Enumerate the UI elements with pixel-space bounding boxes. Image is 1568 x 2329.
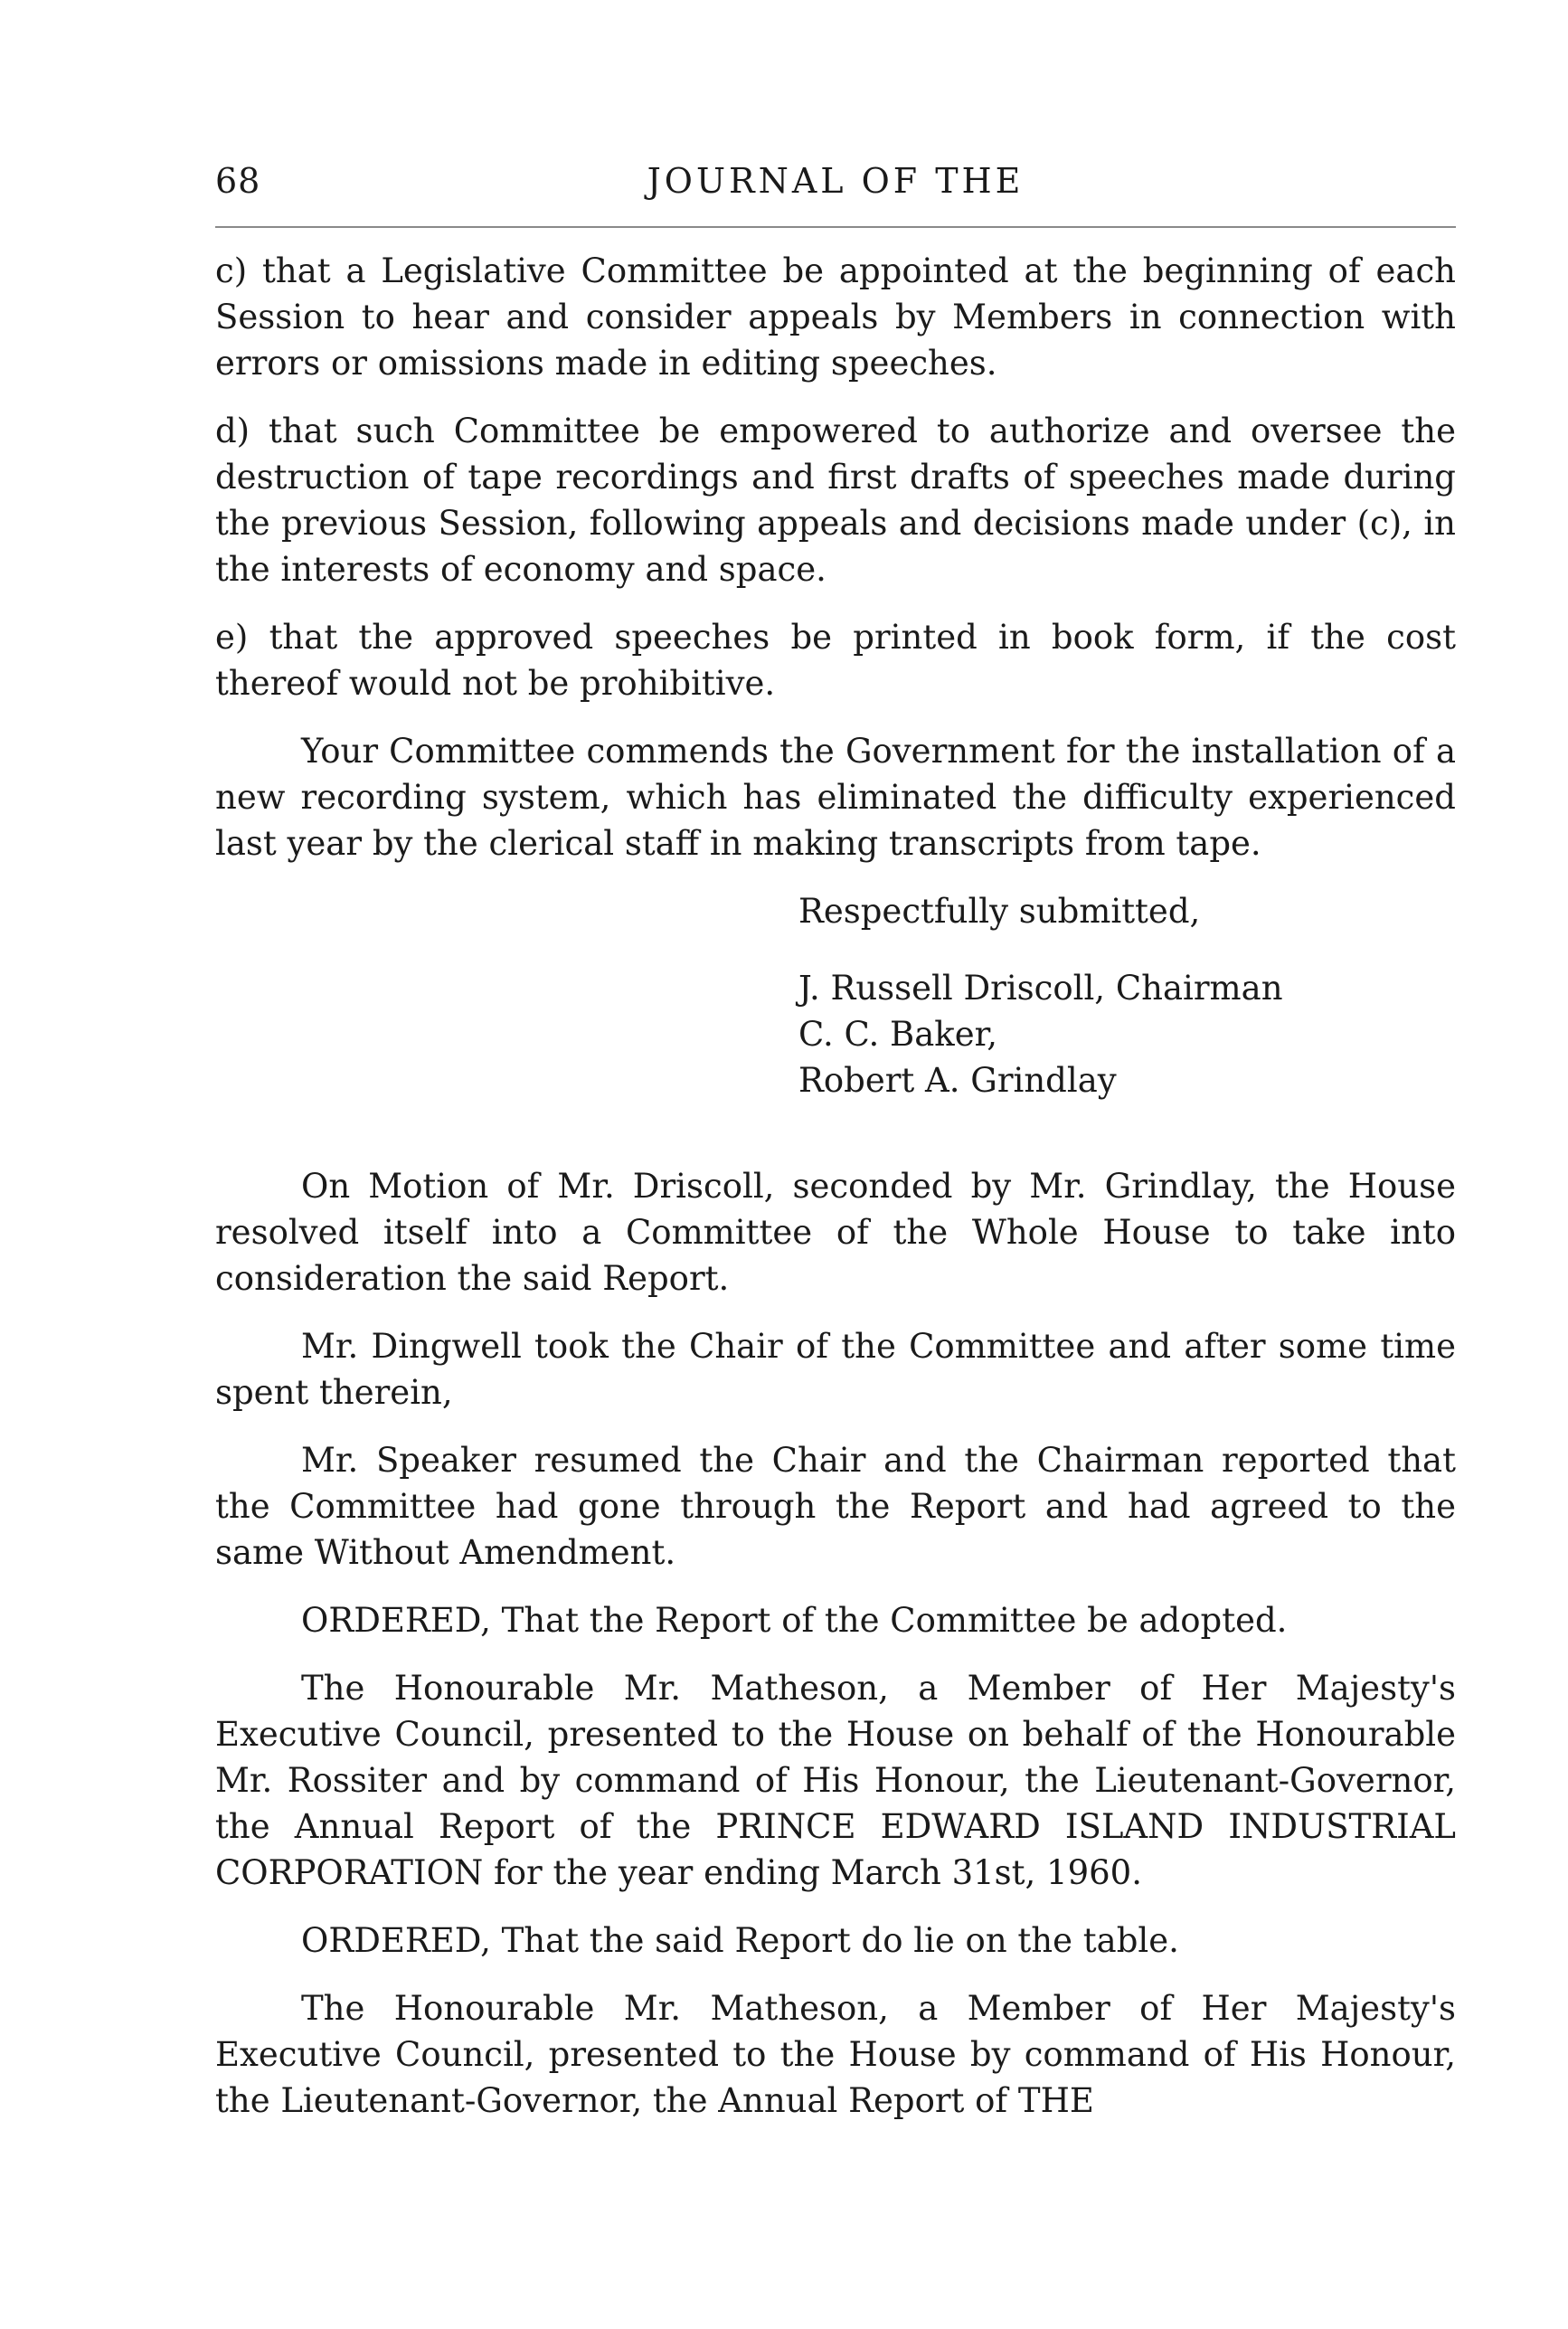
- paragraph-commendation: Your Committee commends the Government for the installation of a new recording system, which has eliminated the difficulty experienced last year by the clerical staff in making transcripts from tape.: [215, 732, 1456, 863]
- paragraph-ordered-table: ORDERED, That the said Report do lie on the table.: [301, 1921, 1179, 1960]
- paragraph-item-e: e) that the approved speeches be printed in book form, if the cost thereof would not be prohibitive.: [215, 618, 1456, 703]
- paragraph-item-d: d) that such Committee be empowered to authorize and oversee the destruction of tape recordings and first drafts of speeches made during the previous Session, following appeals and decisions made under (c), in the interests of economy and space.: [215, 412, 1456, 589]
- page-number: 68: [215, 161, 261, 201]
- paragraph-speaker: Mr. Speaker resumed the Chair and the Chairman reported that the Committee had gone through the Report and had agreed to the same Without Amendment.: [215, 1441, 1456, 1572]
- paragraph-item-c: c) that a Legislative Committee be appointed at the beginning of each Session to hear and consider appeals by Members in connection with errors or omissions made in editing speeches.: [215, 251, 1456, 383]
- signature-block: [798, 965, 1456, 1103]
- paragraph-motion: On Motion of Mr. Driscoll, seconded by Mr. Grindlay, the House resolved itself into a Committee of the Whole House to take into consideration the said Report.: [215, 1167, 1456, 1298]
- signer-name: J. Russell Driscoll, Chairman: [798, 969, 1283, 1008]
- signoff-closing: Respectfully submitted,: [798, 892, 1201, 931]
- running-head: JOURNAL OF THE: [647, 161, 1025, 201]
- signer-name: C. C. Baker,: [798, 1015, 997, 1054]
- signer-name: Robert A. Grindlay: [798, 1061, 1117, 1100]
- paragraph-chair: Mr. Dingwell took the Chair of the Committee and after some time spent therein,: [215, 1327, 1456, 1412]
- header-rule: [215, 226, 1456, 228]
- paragraph-report-presented: The Honourable Mr. Matheson, a Member of Her Majesty's Executive Council, presented to the House on behalf of the Honourable Mr. Rossiter and by command of His Honour, the Lieutenant-Governor, the Annual Report of the PRINCE EDWARD ISLAND INDUSTRIAL CORPORATION for the year ending March 31st, 1960.: [215, 1669, 1456, 1892]
- page-header: [215, 161, 1456, 215]
- page-body: [215, 248, 1456, 2145]
- paragraph-ordered-adopted: ORDERED, That the Report of the Committee be adopted.: [301, 1601, 1288, 1640]
- paragraph-second-report: The Honourable Mr. Matheson, a Member of Her Majesty's Executive Council, presented to the House by command of His Honour, the Lieutenant-Governor, the Annual Report of THE: [215, 1989, 1456, 2120]
